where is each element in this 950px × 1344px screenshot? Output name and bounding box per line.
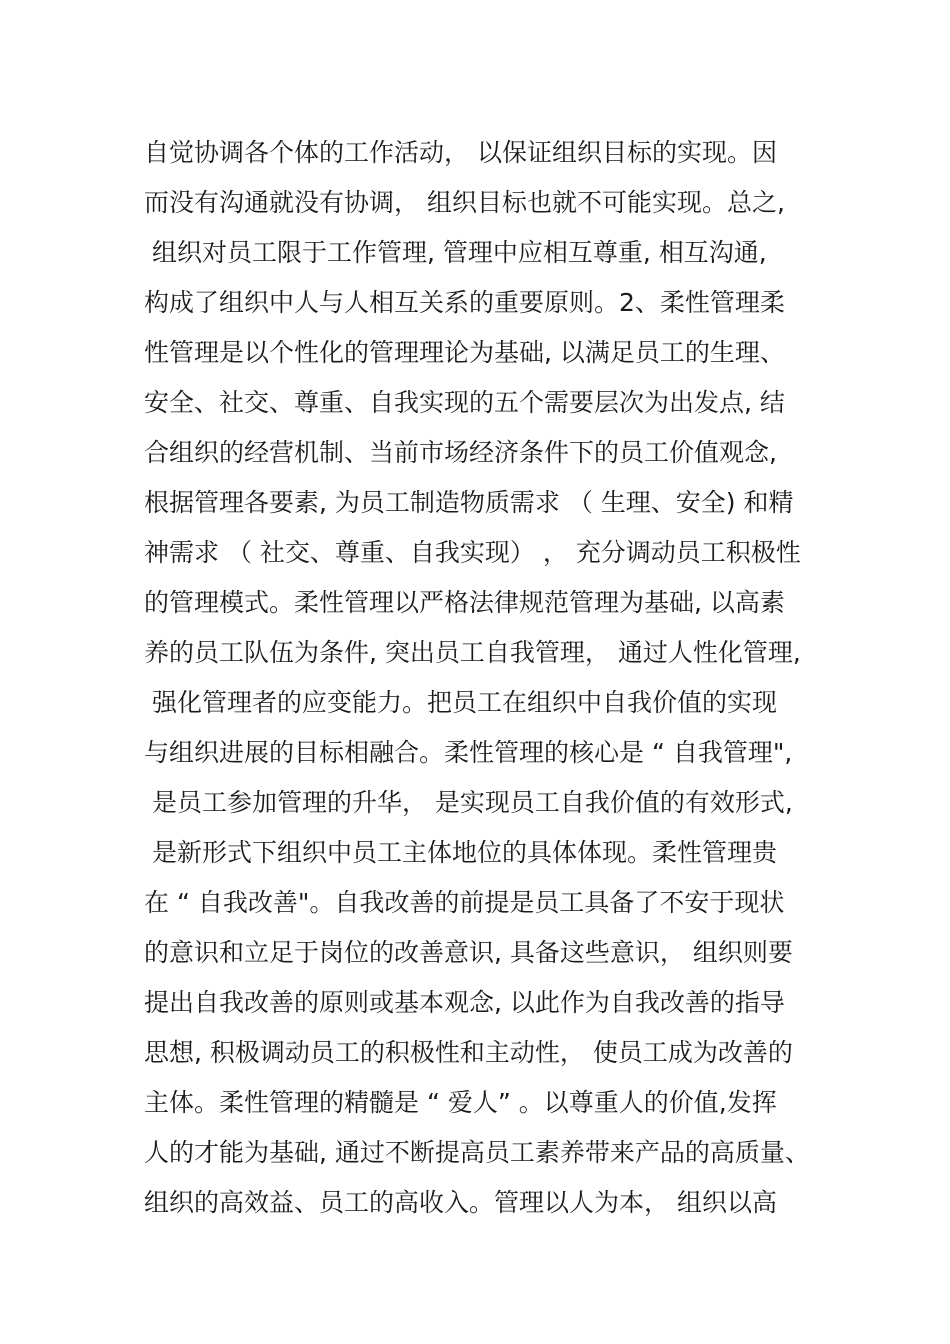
text-line: 人的才能为基础, 通过不断提高员工素养带来产品的高质量、: [144, 1138, 810, 1167]
text-line: 构成了组织中人与人相互关系的重要原则。2、柔性管理柔: [144, 288, 785, 317]
text-line: 合组织的经营机制、当前市场经济条件下的员工价值观念,: [144, 438, 777, 467]
text-line: 的管理模式。柔性管理以严格法律规范管理为基础, 以高素: [144, 588, 785, 617]
text-line: 强化管理者的应变能力。把员工在组织中自我价值的实现: [144, 688, 777, 717]
text-line: 提出自我改善的原则或基本观念, 以此作为自我改善的指导: [144, 988, 785, 1017]
text-line: 在 “ 自我改善"。自我改善的前提是员工具备了不安于现状: [144, 888, 785, 917]
text-line: 思想, 积极调动员工的积极性和主动性， 使员工成为改善的: [144, 1038, 793, 1067]
text-line: 神需求 （ 社交、尊重、自我实现） ， 充分调动员工积极性: [144, 538, 801, 567]
text-line: 性管理是以个性化的管理理论为基础, 以满足员工的生理、: [144, 338, 785, 367]
text-line: 主体。柔性管理的精髓是 “ 爱人” 。以尊重人的价值,发挥: [144, 1088, 777, 1117]
text-line: 是新形式下组织中员工主体地位的具体体现。柔性管理贵: [144, 838, 777, 867]
text-line: 安全、社交、尊重、自我实现的五个需要层次为出发点, 结: [144, 388, 785, 417]
text-line: 自觉协调各个体的工作活动， 以保证组织目标的实现。因: [144, 138, 777, 167]
text-line: 组织对员工限于工作管理, 管理中应相互尊重, 相互沟通,: [144, 238, 767, 267]
text-line: 根据管理各要素, 为员工制造物质需求 （ 生理、安全) 和精: [144, 488, 794, 517]
text-line: 组织的高效益、员工的高收入。管理以人为本， 组织以高: [144, 1188, 777, 1217]
text-line: 与组织进展的目标相融合。柔性管理的核心是 “ 自我管理",: [144, 738, 793, 767]
text-line: 而没有沟通就没有协调， 组织目标也就不可能实现。总之,: [144, 188, 785, 217]
text-line: 养的员工队伍为条件, 突出员工自我管理， 通过人性化管理,: [144, 638, 801, 667]
text-line: 是员工参加管理的升华， 是实现员工自我价值的有效形式,: [144, 788, 793, 817]
body-text: [144, 128, 834, 1228]
text-line: 的意识和立足于岗位的改善意识, 具备这些意识， 组织则要: [144, 938, 793, 967]
